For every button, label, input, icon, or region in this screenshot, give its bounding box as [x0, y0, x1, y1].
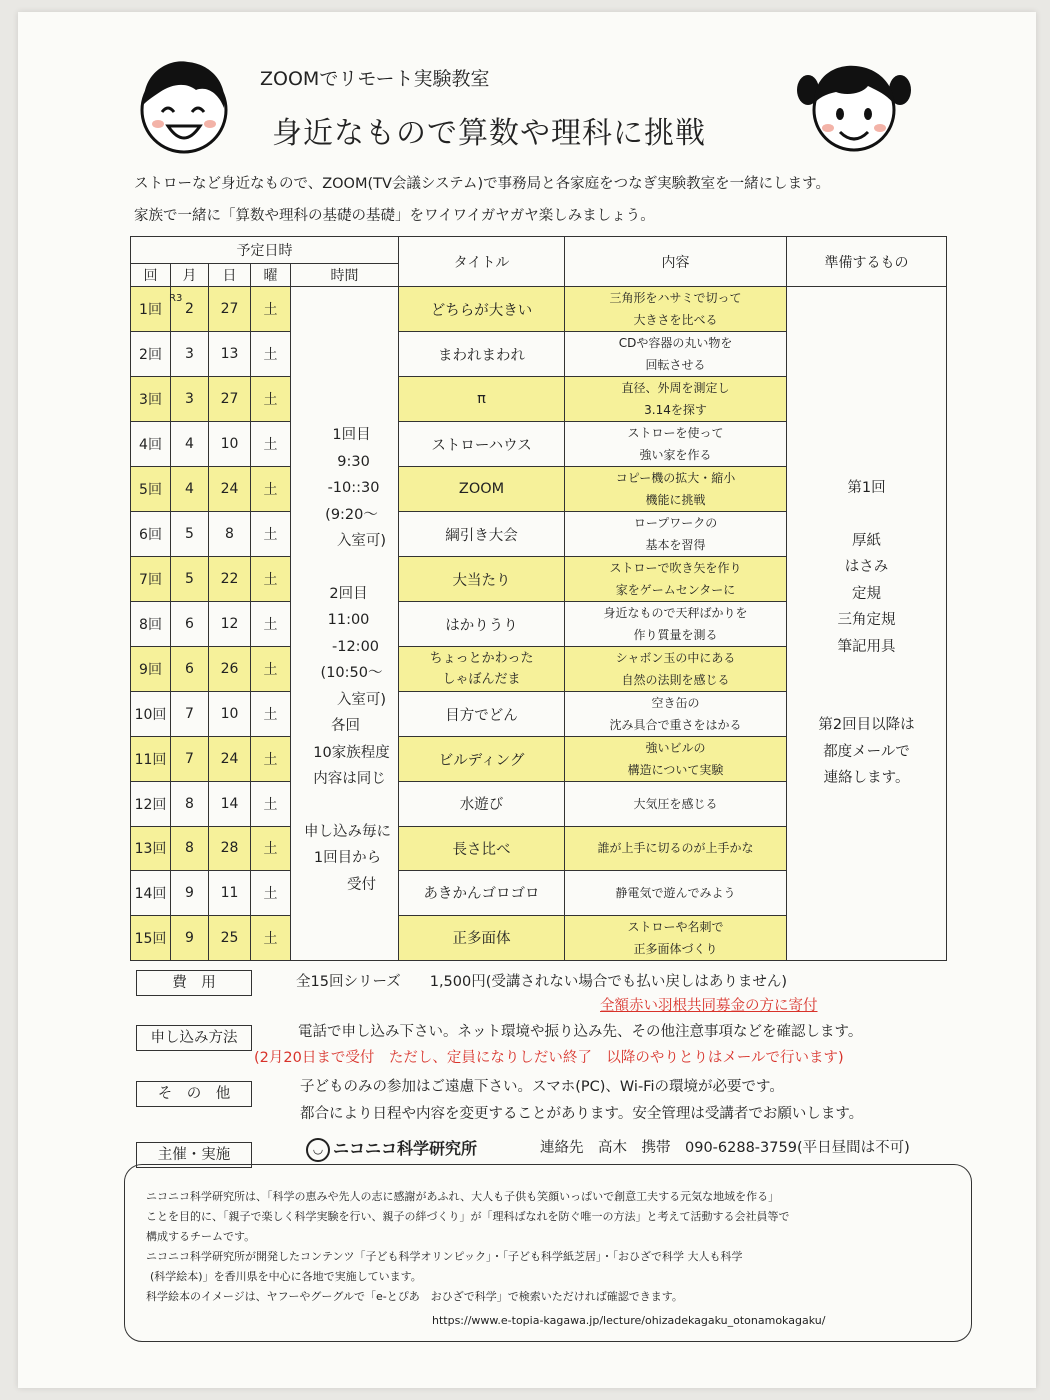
table-row: [131, 287, 947, 332]
slot2-line3: -12:00: [332, 638, 380, 655]
prep-line-5: 三角定規: [837, 612, 896, 628]
prep-line-4: 定規: [852, 585, 882, 602]
website-url[interactable]: https://www.e-topia-kagawa.jp/lecture/ohizadekagaku_otonamokagaku/: [432, 1314, 826, 1327]
month-cell: 9: [171, 871, 209, 916]
weekday-cell: 土: [251, 871, 291, 916]
day-cell: 10: [209, 422, 251, 467]
prep-line-2: 厚紙: [852, 532, 882, 549]
fee-label: 費 用: [136, 970, 252, 996]
kai-cell: 10回: [131, 692, 171, 737]
header-month: 月: [171, 264, 209, 287]
weekday-cell: 土: [251, 287, 291, 332]
prep-line-8: 都度メールで: [823, 743, 910, 760]
slot4-line1: 申し込み毎に: [304, 823, 392, 840]
title-cell: ZOOM: [399, 467, 565, 512]
about-line-5: (科学絵本)」を香川県を中心に各地で実施しています。: [150, 1270, 422, 1283]
slot2-line2: 11:00: [327, 612, 370, 629]
title-cell: 大当たり: [399, 557, 565, 602]
weekday-cell: 土: [251, 602, 291, 647]
title-cell: π: [399, 377, 565, 422]
title-cell: ストローハウス: [399, 422, 565, 467]
slot1-line4: (9:20～: [325, 506, 378, 523]
title-cell: どちらが大きい: [399, 287, 565, 332]
header-title: タイトル: [399, 237, 565, 287]
slot2-line4: (10:50～: [320, 665, 383, 682]
kai-cell: 6回: [131, 512, 171, 557]
other-label: そ の 他: [136, 1081, 252, 1107]
girl-face-icon: [796, 54, 912, 158]
content-cell: ストローを使って 強い家を作る: [565, 422, 787, 467]
kai-cell: 12回: [131, 782, 171, 827]
month-cell: 4: [171, 467, 209, 512]
prep-line-6: 筆記用具: [837, 638, 896, 655]
prep-column: [787, 287, 947, 961]
time-column: [291, 287, 399, 961]
weekday-cell: 土: [251, 782, 291, 827]
weekday-cell: 土: [251, 647, 291, 692]
day-cell: 10: [209, 692, 251, 737]
kai-cell: 3回: [131, 377, 171, 422]
title-cell: ビルディング: [399, 737, 565, 782]
other-text-2: 都合により日程や内容を変更することがあります。安全管理は受講者でお願いします。: [300, 1106, 864, 1122]
content-cell: 強いビルの 構造について実験: [565, 737, 787, 782]
slot2-line5: 入室可): [336, 691, 387, 708]
month-cell: 3: [171, 377, 209, 422]
header-prep: 準備するもの: [787, 237, 947, 287]
month-cell: 8: [171, 782, 209, 827]
about-line-4: ニコニコ科学研究所が開発したコンテンツ「子ども科学オリンピック」・「子ども科学紙芝居」・「おひざで科学 大人も科学: [146, 1250, 743, 1263]
title-cell: 正多面体: [399, 915, 565, 960]
apply-text: 電話で申し込み下さい。ネット環境や振り込み先、その他注意事項などを確認します。: [298, 1024, 863, 1040]
day-cell: 14: [209, 782, 251, 827]
about-line-1: ニコニコ科学研究所は、「科学の恵みや先人の志に感謝があふれ、大人も子供も笑顔いっぱいで創意工夫する元気な地域を作る」: [146, 1190, 780, 1203]
contact-text: 連絡先 高木 携帯 090-6288-3759(平日昼間は不可): [540, 1140, 910, 1156]
title-cell: あきかんゴロゴロ: [399, 871, 565, 916]
prep-line-7: 第2回目以降は: [818, 717, 915, 733]
day-cell: 27: [209, 377, 251, 422]
host-label: 主催・実施: [136, 1142, 252, 1168]
slot1-line2: 9:30: [337, 453, 370, 470]
title-cell: ちょっとかわった しゃぼんだま: [399, 647, 565, 692]
day-cell: 28: [209, 826, 251, 871]
content-cell: シャボン玉の中にある 自然の法則を感じる: [565, 647, 787, 692]
weekday-cell: 土: [251, 467, 291, 512]
kai-cell: 14回: [131, 871, 171, 916]
month-cell: R3 2: [171, 287, 209, 332]
boy-face-icon: [130, 52, 238, 160]
weekday-cell: 土: [251, 512, 291, 557]
slot4-line2: 1回目から: [313, 850, 382, 867]
header-kai: 回: [131, 264, 171, 287]
header-content: 内容: [565, 237, 787, 287]
day-cell: 22: [209, 557, 251, 602]
month-cell: 7: [171, 737, 209, 782]
day-cell: 27: [209, 287, 251, 332]
intro-line-2: 家族で一緒に「算数や理科の基礎の基礎」をワイワイガヤガヤ楽しみましょう。: [134, 208, 655, 224]
weekday-cell: 土: [251, 692, 291, 737]
fee-note: 全額赤い羽根共同募金の方に寄付: [600, 998, 818, 1014]
slot3-line3: 内容は同じ: [313, 771, 386, 788]
slot3-line1: 各回: [331, 718, 361, 735]
content-cell: 直径、外周を測定し 3.14を探す: [565, 377, 787, 422]
content-cell: ストローで吹き矢を作り 家をゲームセンターに: [565, 557, 787, 602]
content-cell: 誰が上手に切るのが上手かな: [565, 826, 787, 871]
content-cell: 三角形をハサミで切って 大きさを比べる: [565, 287, 787, 332]
content-cell: 空き缶の 沈み具合で重さをはかる: [565, 692, 787, 737]
content-cell: CDや容器の丸い物を 回転させる: [565, 332, 787, 377]
weekday-cell: 土: [251, 377, 291, 422]
kai-cell: 5回: [131, 467, 171, 512]
era-mark: R3: [169, 293, 183, 304]
header-subtitle: ZOOMでリモート実験教室: [260, 68, 490, 90]
header-day: 日: [209, 264, 251, 287]
weekday-cell: 土: [251, 422, 291, 467]
header-weekday: 曜: [251, 264, 291, 287]
about-line-2: ことを目的に、「親子で楽しく科学実験を行い、親子の絆づくり」が「理科ばなれを防ぐ唯一の方法」と考えて活動する会社員等で: [146, 1210, 790, 1223]
month-cell: 3: [171, 332, 209, 377]
prep-line-1: 第1回: [847, 480, 886, 496]
weekday-cell: 土: [251, 332, 291, 377]
about-line-6: 科学絵本のイメージは、ヤフーやグーグルで「e-とぴあ おひざで科学」で検索いただければ確認できます。: [146, 1290, 683, 1303]
day-cell: 24: [209, 467, 251, 512]
smile-logo-icon: ◡: [306, 1138, 330, 1162]
title-cell: 長さ比べ: [399, 826, 565, 871]
title-cell: まわれまわれ: [399, 332, 565, 377]
intro-line-1: ストローなど身近なもので、ZOOM(TV会議システム)で事務局と各家庭をつなぎ実験教室を一緒にします。: [134, 176, 830, 192]
title-cell: はかりうり: [399, 602, 565, 647]
kai-cell: 1回: [131, 287, 171, 332]
apply-label: 申し込み方法: [136, 1025, 252, 1051]
day-cell: 13: [209, 332, 251, 377]
content-cell: 身近なもので天秤ばかりを 作り質量を測る: [565, 602, 787, 647]
day-cell: 24: [209, 737, 251, 782]
kai-cell: 7回: [131, 557, 171, 602]
slot3-line2: 10家族程度: [313, 744, 390, 761]
kai-cell: 15回: [131, 915, 171, 960]
month-cell: 6: [171, 647, 209, 692]
title-cell: 綱引き大会: [399, 512, 565, 557]
title-cell: 水遊び: [399, 782, 565, 827]
month-cell: 5: [171, 557, 209, 602]
weekday-cell: 土: [251, 826, 291, 871]
weekday-cell: 土: [251, 557, 291, 602]
content-cell: 静電気で遊んでみよう: [565, 871, 787, 916]
kai-cell: 11回: [131, 737, 171, 782]
month-cell: 7: [171, 692, 209, 737]
slot2-line1: 2回目: [329, 585, 368, 602]
weekday-cell: 土: [251, 737, 291, 782]
day-cell: 11: [209, 871, 251, 916]
slot1-line3: -10::30: [327, 480, 380, 497]
kai-cell: 13回: [131, 826, 171, 871]
prep-line-9: 連絡します。: [823, 770, 910, 786]
month-cell: 6: [171, 602, 209, 647]
month-cell: 5: [171, 512, 209, 557]
header-schedule: 予定日時: [131, 237, 399, 264]
month-cell: 4: [171, 422, 209, 467]
prep-line-3: はさみ: [844, 559, 889, 575]
about-line-3: 構成するチームです。: [146, 1230, 256, 1243]
host-name: ◡ ニコニコ科学研究所: [306, 1136, 477, 1162]
content-cell: コピー機の拡大・縮小 機能に挑戦: [565, 467, 787, 512]
kai-cell: 9回: [131, 647, 171, 692]
fee-text: 全15回シリーズ 1,500円(受講されない場合でも払い戻しはありません): [296, 974, 788, 990]
day-cell: 12: [209, 602, 251, 647]
content-cell: ストローや名刺で 正多面体づくり: [565, 915, 787, 960]
kai-cell: 8回: [131, 602, 171, 647]
page-title: 身近なもので算数や理科に挑戦: [272, 116, 706, 151]
other-text-1: 子どものみの参加はご遠慮下さい。スマホ(PC)、Wi-Fiの環境が必要です。: [300, 1079, 784, 1095]
day-cell: 26: [209, 647, 251, 692]
slot1-line1: 1回目: [332, 427, 371, 444]
slot1-line5: 入室可): [336, 533, 387, 550]
weekday-cell: 土: [251, 915, 291, 960]
kai-cell: 2回: [131, 332, 171, 377]
kai-cell: 4回: [131, 422, 171, 467]
day-cell: 25: [209, 915, 251, 960]
schedule-table: [130, 236, 947, 961]
slot4-line3: 受付: [347, 876, 377, 893]
day-cell: 8: [209, 512, 251, 557]
apply-note: (2月20日まで受付 ただし、定員になりしだい終了 以降のやりとりはメールで行います): [254, 1050, 844, 1066]
content-cell: ロープワークの 基本を習得: [565, 512, 787, 557]
header-time: 時間: [291, 264, 399, 287]
title-cell: 目方でどん: [399, 692, 565, 737]
month-cell: 9: [171, 915, 209, 960]
month-cell: 8: [171, 826, 209, 871]
content-cell: 大気圧を感じる: [565, 782, 787, 827]
